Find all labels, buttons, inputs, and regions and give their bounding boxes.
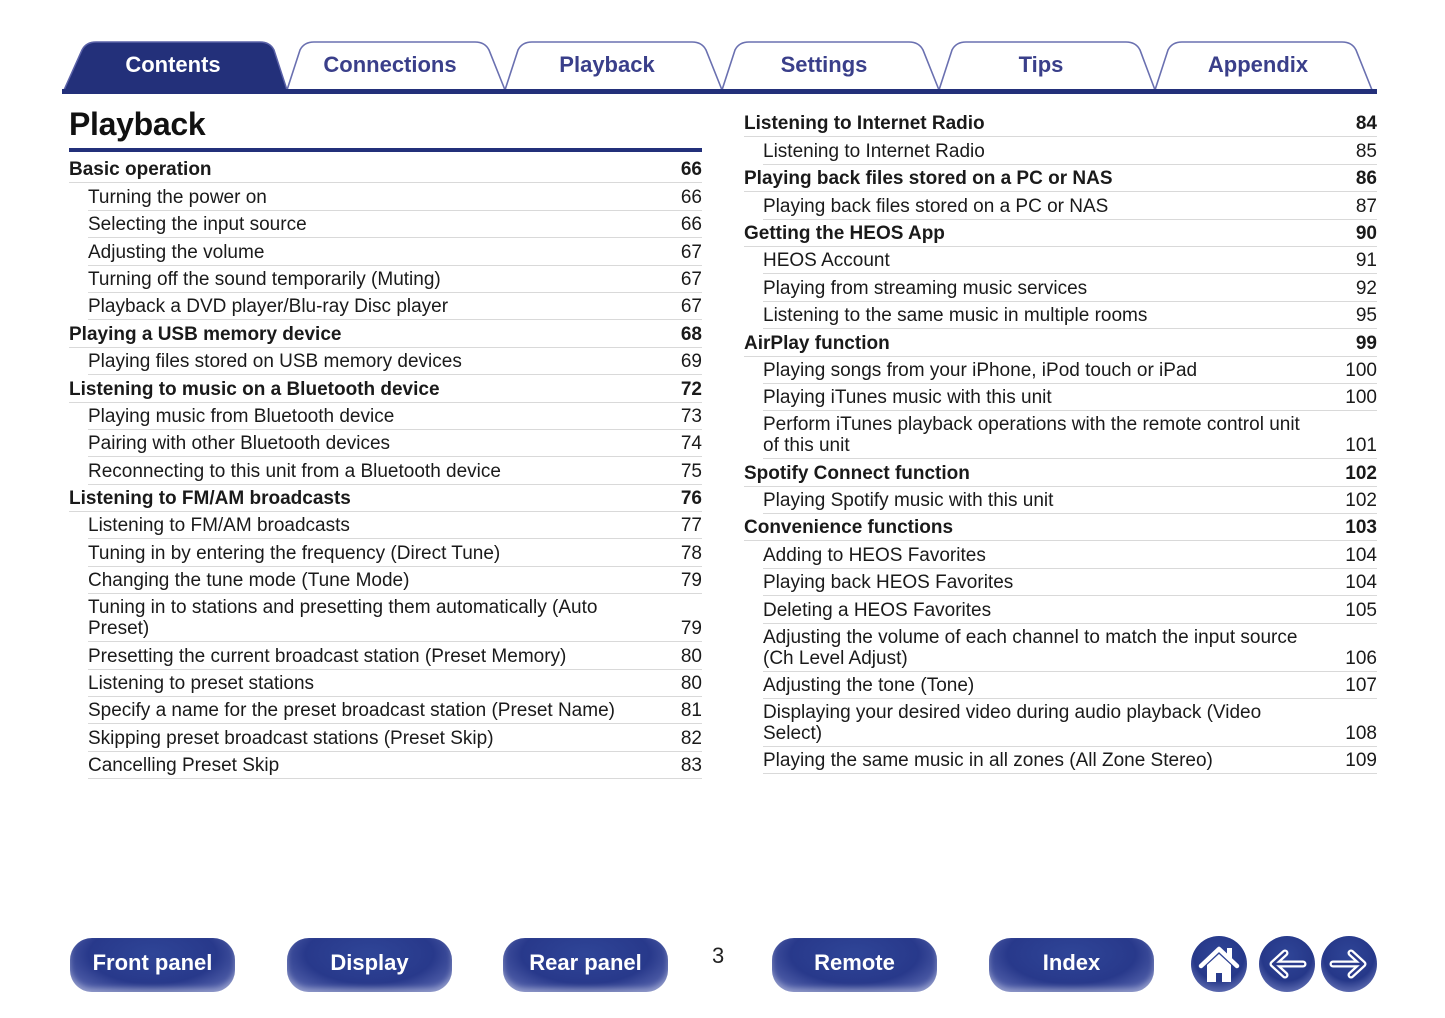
arrow-right-icon [1321, 936, 1377, 992]
toc-entry-title: Displaying your desired video during audio playback (Video Select) [763, 702, 1262, 745]
toc-entry[interactable] [88, 293, 702, 320]
toc-entry-page: 95 [1355, 305, 1377, 327]
toc-entry-title: Playing iTunes music with this unit [763, 387, 1052, 409]
toc-entry-page: 81 [680, 700, 702, 722]
tab-settings[interactable]: Settings [780, 52, 868, 77]
toc-entry[interactable] [763, 357, 1377, 384]
back-button[interactable] [1259, 936, 1315, 992]
forward-button[interactable] [1321, 936, 1377, 992]
toc-entry-title: Tuning in to stations and presetting them automatically (Auto Preset) [88, 597, 598, 640]
toc-entry-title: Adjusting the volume of each channel to match the input source (Ch Level Adjust) [763, 626, 1298, 669]
toc-entry-title: Adjusting the volume [88, 241, 265, 263]
remote-button[interactable]: Remote [772, 938, 937, 992]
toc-entry-page: 105 [1345, 599, 1377, 621]
toc-entry-title: Playing back files stored on a PC or NAS [763, 195, 1109, 217]
toc-entry[interactable] [763, 624, 1377, 672]
toc-entry[interactable] [88, 724, 702, 751]
toc-entry[interactable] [763, 274, 1377, 301]
toc-entry[interactable] [763, 411, 1377, 459]
toc-entry-page: 77 [680, 515, 702, 537]
toc-entry-page: 91 [1355, 250, 1377, 272]
toc-entry[interactable] [763, 596, 1377, 623]
toc-entry-title: Cancelling Preset Skip [88, 755, 280, 777]
toc-entry[interactable] [763, 247, 1377, 274]
toc-entry-title: Playing from streaming music services [763, 277, 1088, 299]
toc-entry-page: 80 [680, 645, 702, 667]
toc-entry[interactable] [88, 348, 702, 375]
tab-underline-rule [62, 89, 1377, 94]
toc-section-heading[interactable] [744, 459, 1377, 486]
toc-entry-title: Specify a name for the preset broadcast station (Preset Name) [88, 700, 615, 722]
toc-section-heading[interactable] [69, 320, 702, 347]
toc-entry-title: Convenience functions [744, 517, 954, 539]
toc-entry[interactable] [763, 487, 1377, 514]
toc-entry-title: Adjusting the tone (Tone) [763, 675, 975, 697]
toc-entry-page: 66 [680, 214, 702, 236]
toc-section-heading[interactable] [744, 329, 1377, 356]
toc-entry-title: Getting the HEOS App [744, 222, 945, 244]
toc-entry-title: Basic operation [69, 159, 212, 181]
toc-entry[interactable] [88, 430, 702, 457]
toc-entry-page: 103 [1345, 517, 1377, 539]
toc-entry-page: 76 [680, 488, 702, 510]
page-number: 3 [712, 943, 725, 968]
toc-entry-page: 80 [680, 673, 702, 695]
toc-entry-title: Selecting the input source [88, 214, 307, 236]
toc-entry-page: 92 [1355, 277, 1377, 299]
toc-entry-page: 90 [1355, 222, 1377, 244]
toc-entry-page: 67 [680, 241, 702, 263]
toc-entry-page: 107 [1345, 675, 1377, 697]
toc-entry[interactable] [88, 457, 702, 484]
toc-entry-title: Playing back HEOS Favorites [763, 572, 1014, 594]
toc-section-heading[interactable] [744, 514, 1377, 541]
toc-entry-page: 106 [1345, 647, 1377, 669]
toc-entry-page: 84 [1355, 113, 1377, 135]
toc-entry-page: 102 [1345, 462, 1377, 484]
toc-entry[interactable] [763, 699, 1377, 747]
toc-entry-page: 99 [1355, 332, 1377, 354]
toc-entry-title: Playback a DVD player/Blu-ray Disc player [88, 296, 449, 318]
title-rule [69, 148, 702, 152]
toc-entry[interactable] [88, 752, 702, 779]
toc-entry-page: 82 [680, 727, 702, 749]
toc-entry-title: Listening to the same music in multiple rooms [763, 305, 1148, 327]
toc-entry-title: Playing songs from your iPhone, iPod touch or iPad [763, 359, 1198, 381]
toc-entry-title: HEOS Account [763, 250, 890, 272]
toc-entry-title: Playing a USB memory device [69, 323, 342, 345]
toc-entry-page: 87 [1355, 195, 1377, 217]
home-button[interactable] [1191, 936, 1247, 992]
toc-entry-page: 75 [680, 460, 702, 482]
toc-entry[interactable] [763, 541, 1377, 568]
tab-connections[interactable]: Connections [323, 52, 457, 77]
toc-entry-page: 108 [1345, 723, 1377, 745]
toc-entry[interactable] [763, 302, 1377, 329]
toc-entry[interactable] [88, 403, 702, 430]
toc-entry-page: 102 [1345, 490, 1377, 512]
toc-entry-title: Turning the power on [88, 186, 267, 208]
toc-entry-page: 79 [680, 618, 702, 640]
toc-entry-page: 79 [680, 570, 702, 592]
toc-entry-page: 109 [1345, 750, 1377, 772]
toc-entry[interactable] [763, 569, 1377, 596]
toc-entry-page: 66 [680, 159, 702, 181]
toc-entry[interactable] [763, 137, 1377, 164]
toc-entry-title: Tuning in by entering the frequency (Direct Tune) [88, 542, 501, 564]
tab-contents[interactable]: Contents [125, 52, 221, 77]
tab-appendix[interactable]: Appendix [1207, 52, 1309, 77]
toc-left-column [69, 156, 702, 779]
toc-section-heading[interactable] [69, 375, 702, 402]
toc-entry-title: Changing the tune mode (Tune Mode) [88, 570, 410, 592]
toc-entry-title: Skipping preset broadcast stations (Preset Skip) [88, 727, 494, 749]
toc-section-heading[interactable] [744, 110, 1377, 137]
toc-section-heading[interactable] [744, 220, 1377, 247]
toc-entry-title: AirPlay function [744, 332, 890, 354]
toc-entry-title: Listening to preset stations [88, 673, 315, 695]
toc-entry-title: Listening to FM/AM broadcasts [88, 515, 350, 537]
toc-entry[interactable] [763, 384, 1377, 411]
toc-entry[interactable] [88, 567, 702, 594]
toc-entry-page: 100 [1345, 359, 1377, 381]
toc-entry-page: 86 [1355, 168, 1377, 190]
toc-entry[interactable] [763, 672, 1377, 699]
toc-entry-title: Reconnecting to this unit from a Bluetooth device [88, 460, 501, 482]
index-button[interactable]: Index [989, 938, 1154, 992]
toc-entry-page: 68 [680, 323, 702, 345]
toc-entry[interactable] [88, 512, 702, 539]
toc-section-heading[interactable] [744, 165, 1377, 192]
toc-entry-title: Turning off the sound temporarily (Muting) [88, 268, 441, 290]
toc-section-heading[interactable] [69, 156, 702, 183]
toc-entry-title: Listening to Internet Radio [763, 140, 985, 162]
toc-entry[interactable] [88, 266, 702, 293]
toc-entry-title: Listening to music on a Bluetooth device [69, 378, 440, 400]
tab-playback[interactable]: Playback [559, 52, 655, 77]
toc-entry-page: 66 [680, 186, 702, 208]
toc-entry-page: 67 [680, 268, 702, 290]
toc-entry-page: 85 [1355, 140, 1377, 162]
toc-entry-title: Adding to HEOS Favorites [763, 544, 986, 566]
home-icon [1191, 936, 1247, 992]
toc-entry-title: Spotify Connect function [744, 462, 970, 484]
toc-entry-page: 74 [680, 433, 702, 455]
toc-entry-title: Playing back files stored on a PC or NAS [744, 168, 1113, 190]
toc-entry-title: Playing music from Bluetooth device [88, 405, 395, 427]
toc-entry-title: Presetting the current broadcast station (Preset Memory) [88, 645, 567, 667]
toc-entry[interactable] [763, 192, 1377, 219]
toc-entry[interactable] [88, 642, 702, 669]
toc-entry-page: 69 [680, 351, 702, 373]
tab-tips[interactable]: Tips [1018, 52, 1064, 77]
toc-entry-page: 83 [680, 755, 702, 777]
front-panel-button[interactable]: Front panel [70, 938, 235, 992]
toc-entry-page: 101 [1345, 435, 1377, 457]
toc-section-heading[interactable] [69, 485, 702, 512]
toc-entry-title: Listening to Internet Radio [744, 113, 985, 135]
toc-entry-page: 67 [680, 296, 702, 318]
toc-entry-page: 72 [680, 378, 702, 400]
toc-entry[interactable] [88, 697, 702, 724]
section-tabs [62, 40, 1377, 94]
rear-panel-button[interactable]: Rear panel [503, 938, 668, 992]
arrow-left-icon [1259, 936, 1315, 992]
page-title: Playback [69, 106, 206, 142]
display-button[interactable]: Display [287, 938, 452, 992]
toc-entry-page: 78 [680, 542, 702, 564]
toc-entry[interactable] [88, 183, 702, 210]
toc-entry[interactable] [88, 670, 702, 697]
toc-entry-page: 73 [680, 405, 702, 427]
toc-entry-title: Listening to FM/AM broadcasts [69, 488, 351, 510]
toc-entry-page: 104 [1345, 544, 1377, 566]
toc-entry-title: Playing files stored on USB memory devices [88, 351, 462, 373]
toc-entry-page: 104 [1345, 572, 1377, 594]
toc-entry-title: Deleting a HEOS Favorites [763, 599, 992, 621]
toc-entry-title: Pairing with other Bluetooth devices [88, 433, 391, 455]
toc-entry[interactable] [763, 747, 1377, 774]
toc-entry[interactable] [88, 594, 702, 642]
toc-entry-page: 100 [1345, 387, 1377, 409]
toc-entry[interactable] [88, 211, 702, 238]
toc-entry-title: Playing the same music in all zones (All Zone Stereo) [763, 750, 1213, 772]
toc-entry-title: Playing Spotify music with this unit [763, 490, 1054, 512]
toc-entry[interactable] [88, 238, 702, 265]
toc-entry[interactable] [88, 539, 702, 566]
toc-right-column [744, 110, 1377, 774]
toc-entry-title: Perform iTunes playback operations with the remote control unit of this unit [763, 414, 1300, 457]
